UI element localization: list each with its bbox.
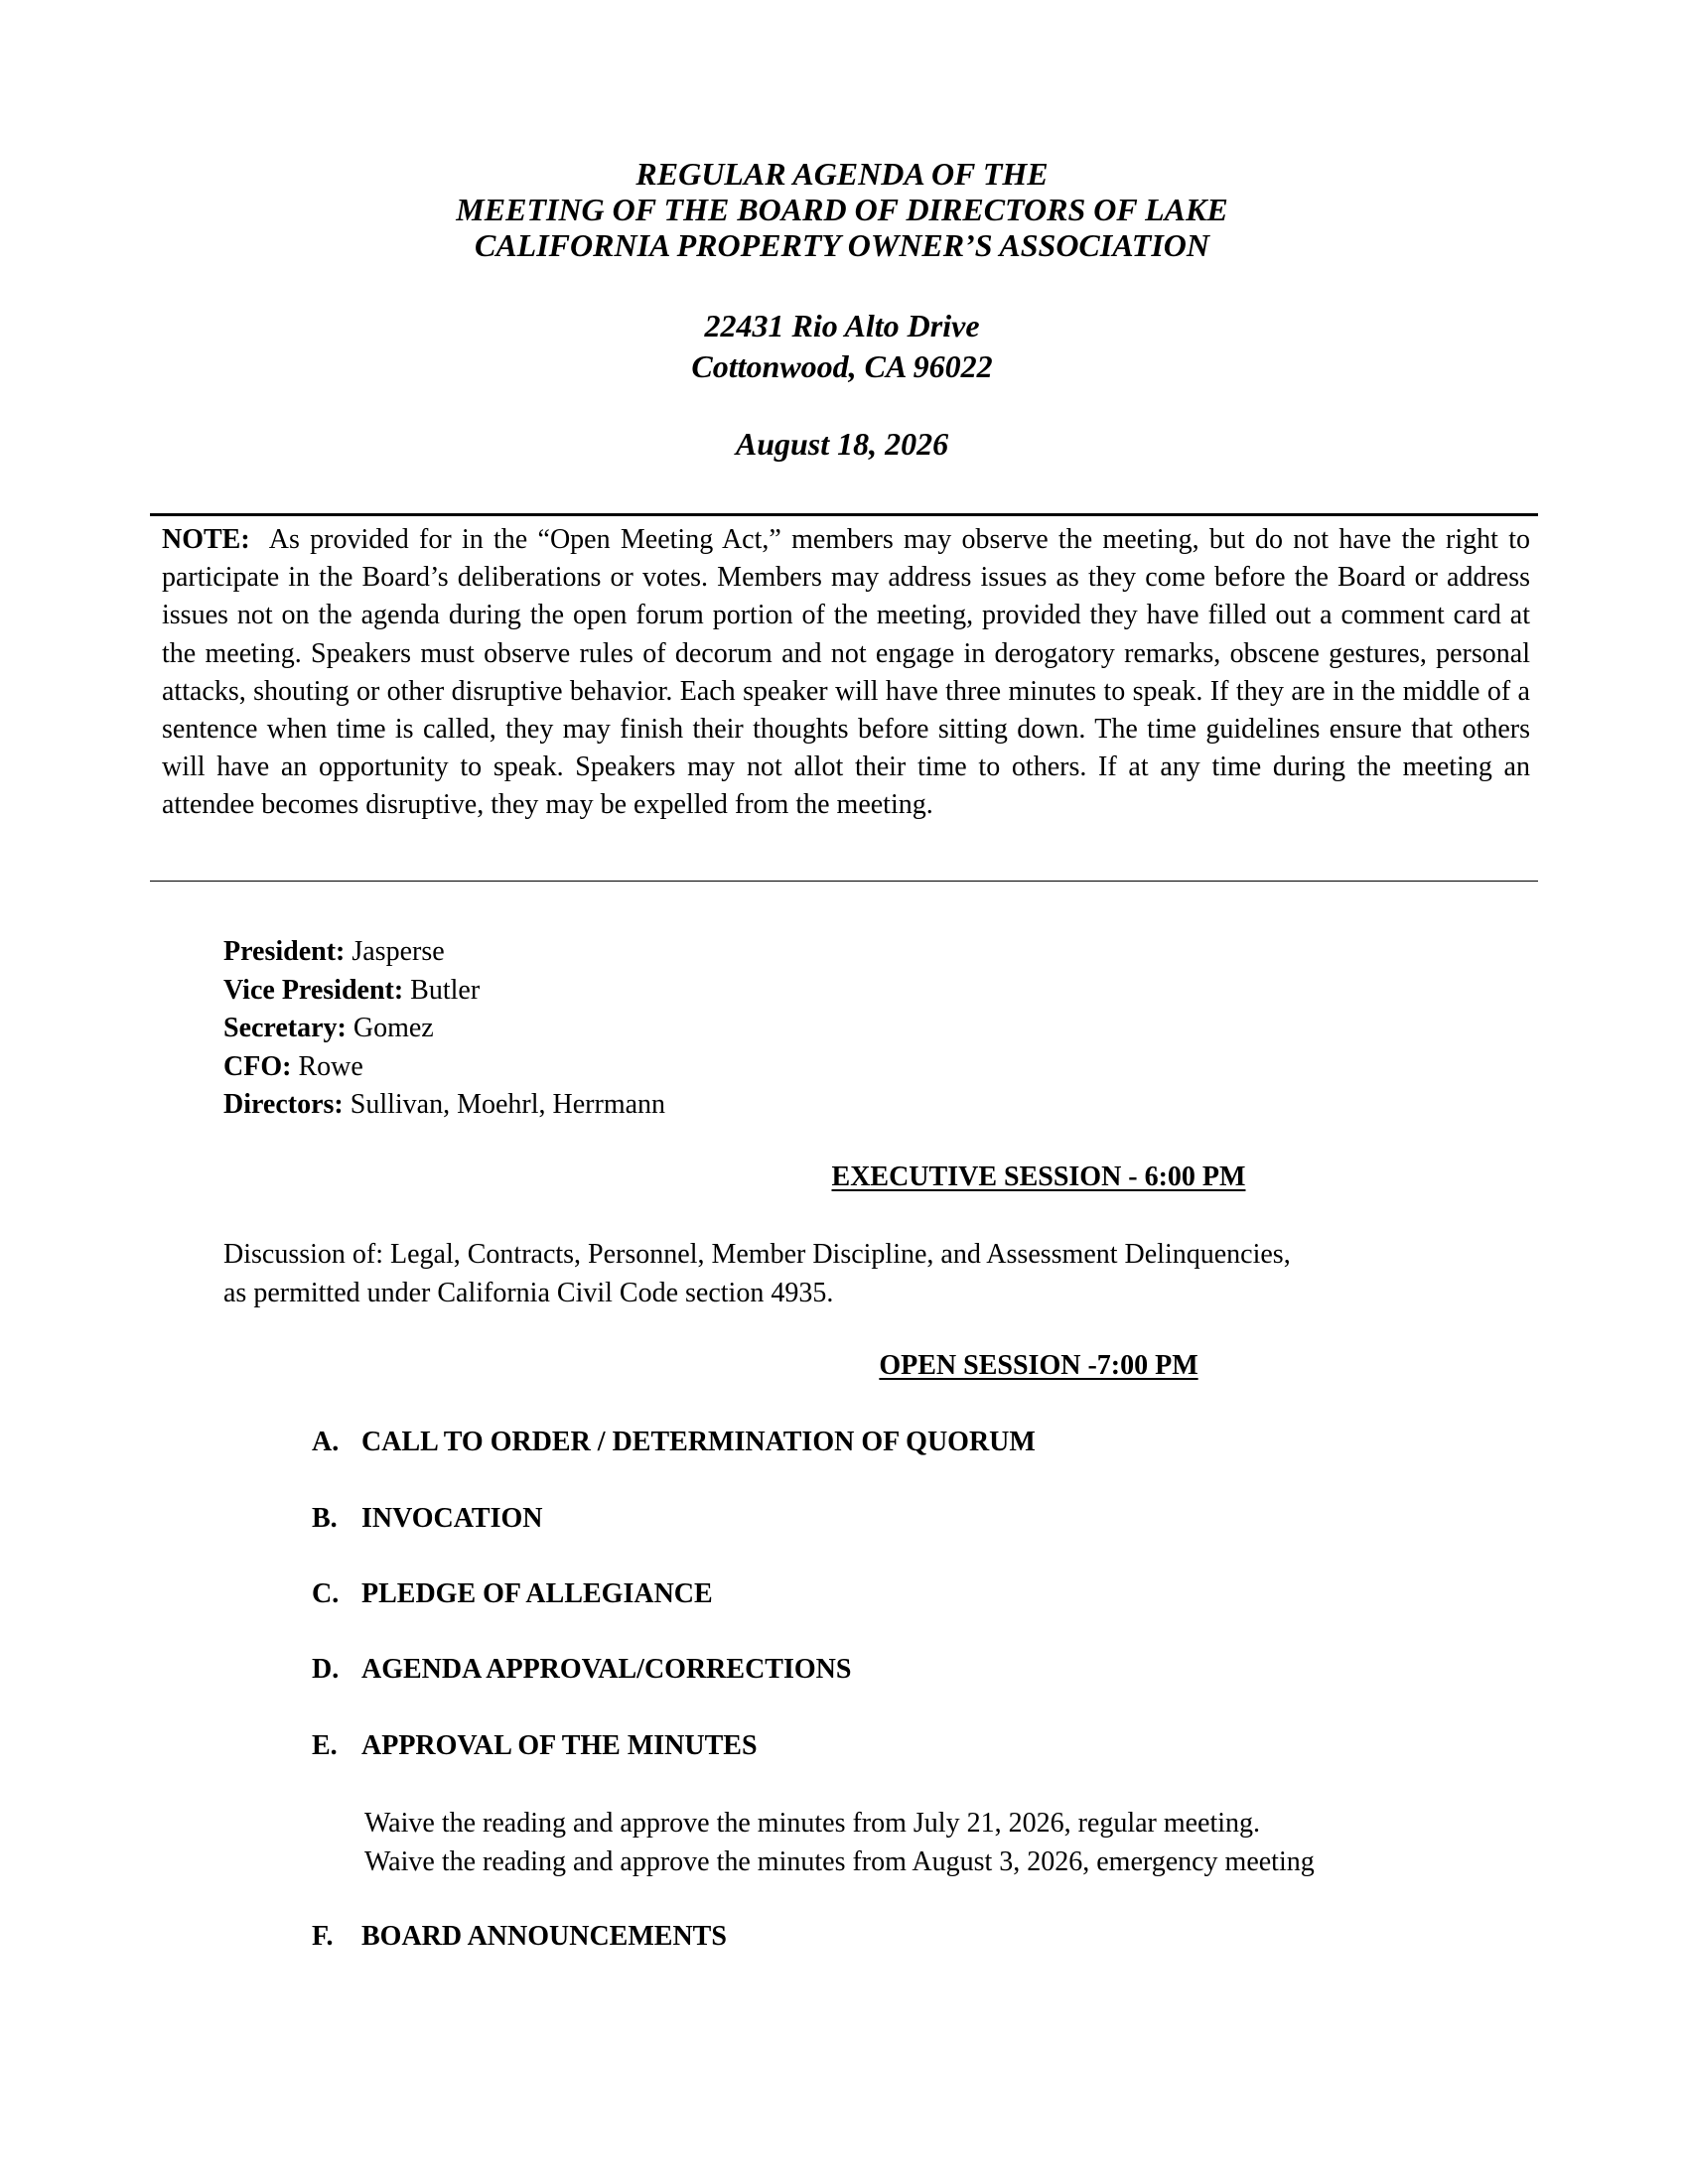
officers-list [223,933,665,1125]
officer-president: President: Jasperse [223,936,445,967]
agenda-item-c: C. PLEDGE OF ALLEGIANCE [312,1578,713,1609]
agenda-item-f: F. BOARD ANNOUNCEMENTS [312,1921,727,1952]
open-meeting-note [162,521,1530,825]
address-line-2: Cottonwood, CA 96022 [691,348,993,384]
title-line-1: REGULAR AGENDA OF THE [635,156,1049,192]
executive-session-discussion [223,1236,1544,1312]
note-label: NOTE: [162,524,250,555]
open-session-heading: OPEN SESSION -7:00 PM [879,1350,1198,1381]
officer-secretary: Secretary: Gomez [223,1013,434,1043]
agenda-item-a: A. CALL TO ORDER / DETERMINATION OF QUORUM [312,1427,1036,1457]
note-text: As provided for in the “Open Meeting Act,” members may observe the meeting, but do not have the right to participate in the Board’s deliberations or votes. Members may address issues as they come before the Board or address issues not on the agenda during the open forum portion of the meeting, provided they have filled out a comment card at the meeting. Speakers must observe rules of decorum and not engage in derogatory remarks, obscene gestures, personal attacks, shouting or other disruptive behavior. Each speaker will have three minutes to speak. If they are in the middle of a sentence when time is called, they may finish their thoughts before sitting down. The time guidelines ensure that others will have an opportunity to speak. Speakers may not allot their time to others. If at any time during the meeting an attendee becomes disruptive, they may be expelled from the meeting. [162,524,1530,821]
meeting-date-text: August 18, 2026 [735,426,949,462]
address-line-1: 22431 Rio Alto Drive [704,308,980,343]
title-line-2: MEETING OF THE BOARD OF DIRECTORS OF LAKE [456,192,1228,227]
officer-directors: Directors: Sullivan, Moehrl, Herrmann [223,1089,666,1120]
officer-cfo: CFO: Rowe [223,1050,363,1082]
executive-session-heading: EXECUTIVE SESSION - 6:00 PM [831,1161,1246,1192]
agenda-item-e: E. APPROVAL OF THE MINUTES [312,1730,758,1761]
minutes-line-2: Waive the reading and approve the minutes from August 3, 2026, emergency meeting [364,1845,1315,1877]
discussion-line-1: Discussion of: Legal, Contracts, Personnel, Member Discipline, and Assessment Delinquencies, [223,1239,1291,1270]
document-title [121,156,1563,263]
officer-vice-president: Vice President: Butler [223,974,481,1006]
minutes-approvals [364,1805,1315,1881]
agenda-item-d: D. AGENDA APPROVAL/CORRECTIONS [312,1654,852,1685]
discussion-line-2: as permitted under California Civil Code section 4935. [223,1277,834,1308]
note-top-rule [150,513,1538,516]
minutes-line-1: Waive the reading and approve the minutes from July 21, 2026, regular meeting. [364,1808,1261,1839]
title-line-3: CALIFORNIA PROPERTY OWNER’S ASSOCIATION [474,227,1210,263]
meeting-address [121,306,1563,387]
meeting-date [121,426,1563,462]
agenda-item-b: B. INVOCATION [312,1503,543,1534]
note-bottom-rule [150,881,1538,882]
